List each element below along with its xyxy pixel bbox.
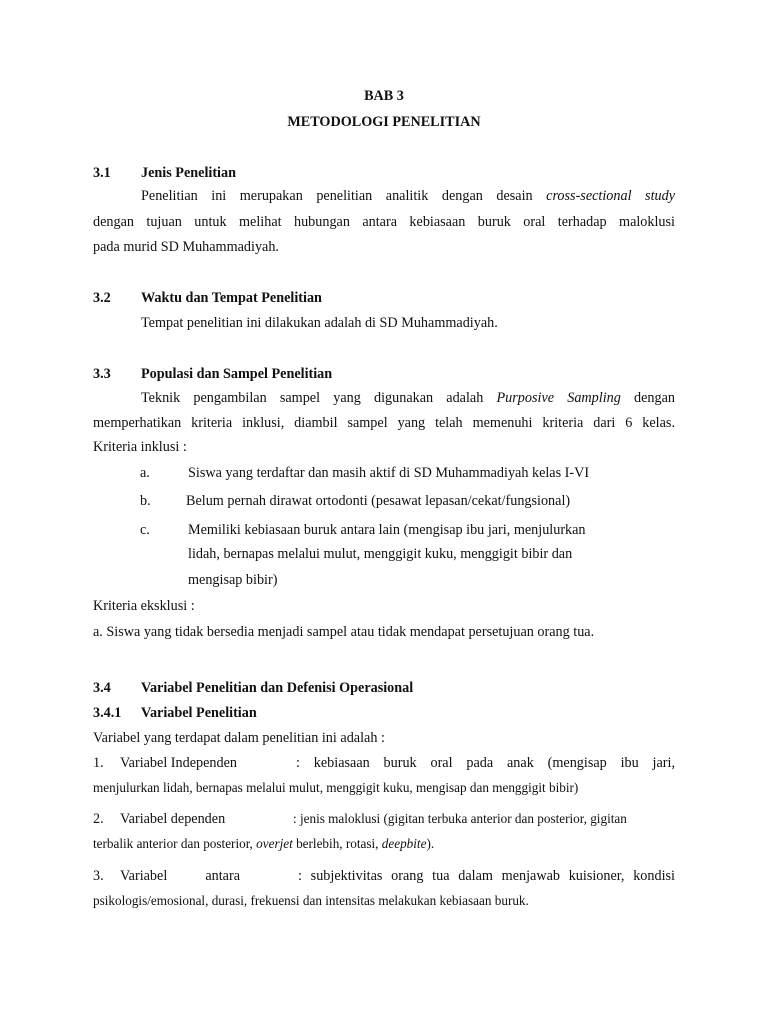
section-3-3-line-2: memperhatikan kriteria inklusi, diambil sampel yang telah memenuhi kriteria dari 6 kelas.	[93, 415, 675, 431]
section-3-4-number: 3.4	[93, 680, 111, 696]
emphasis-deepbite: deepbite	[381, 836, 427, 851]
inclusion-item-marker: c.	[140, 522, 150, 538]
inclusion-item-text: Siswa yang terdaftar dan masih aktif di SD Muhammadiyah kelas I-VI	[188, 465, 590, 481]
inclusion-item-text: Memiliki kebiasaan buruk antara lain (mengisap ibu jari, menjulurkan	[188, 522, 586, 538]
variables-intro: Variabel yang terdapat dalam penelitian ini adalah :	[93, 730, 385, 746]
chapter-number: BAB 3	[364, 88, 404, 104]
section-3-3-line-1: Teknik pengambilan sampel yang digunakan adalah Purposive Sampling dengan	[141, 390, 676, 406]
variable-1-description-cont: menjulurkan lidah, bernapas melalui mulut, menggigit kuku, mengisap dan menggigit bibir)	[93, 780, 579, 795]
section-3-4-title: Variabel Penelitian dan Defenisi Operasional	[141, 680, 414, 696]
inclusion-criteria-label: Kriteria inklusi :	[93, 439, 187, 455]
section-3-1-number: 3.1	[93, 165, 111, 181]
subsection-3-4-1-number: 3.4.1	[93, 705, 122, 721]
emphasis-cross-sectional: cross-sectional study	[546, 188, 675, 204]
section-3-1-line-3: pada murid SD Muhammadiyah.	[93, 239, 279, 255]
section-3-2-number: 3.2	[93, 290, 111, 306]
variable-2-name: Variabel dependen	[120, 811, 226, 827]
section-3-1-line-1: Penelitian ini merupakan penelitian analitik dengan desain cross-sectional study	[141, 188, 675, 204]
variable-3-description: : subjektivitas orang tua dalam menjawab kuisioner, kondisi	[298, 868, 675, 884]
variable-1-number: 1.	[93, 755, 104, 771]
exclusion-item: a. Siswa yang tidak bersedia menjadi sampel atau tidak mendapat persetujuan orang tua.	[93, 624, 595, 640]
section-3-1-title: Jenis Penelitian	[141, 165, 236, 181]
variable-3-description-cont: psikologis/emosional, durasi, frekuensi dan intensitas melakukan kebiasaan buruk.	[93, 893, 529, 908]
variable-1-description: : kebiasaan buruk oral pada anak (mengisap ibu jari,	[296, 755, 675, 771]
inclusion-item-text-cont: mengisap bibir)	[188, 572, 278, 588]
inclusion-item-text: Belum pernah dirawat ortodonti (pesawat lepasan/cekat/fungsional)	[186, 493, 571, 509]
emphasis-purposive-sampling: Purposive Sampling	[496, 390, 621, 406]
chapter-title: METODOLOGI PENELITIAN	[287, 114, 481, 130]
exclusion-criteria-label: Kriteria eksklusi :	[93, 598, 195, 614]
variable-2-description: : jenis maloklusi (gigitan terbuka anterior dan posterior, gigitan	[293, 811, 627, 826]
inclusion-item-marker: b.	[140, 493, 151, 509]
inclusion-item-marker: a.	[140, 465, 150, 481]
variable-2-description-cont: terbalik anterior dan posterior, overjet berlebih, rotasi, deepbite).	[93, 836, 435, 851]
variable-3-name: Variabel antara	[120, 868, 240, 884]
section-3-2-title: Waktu dan Tempat Penelitian	[141, 290, 322, 306]
section-3-1-line-2: dengan tujuan untuk melihat hubungan antara kebiasaan buruk oral terhadap maloklusi	[93, 214, 675, 230]
inclusion-item-text-cont: lidah, bernapas melalui mulut, menggigit kuku, menggigit bibir dan	[188, 546, 573, 562]
subsection-3-4-1-title: Variabel Penelitian	[141, 705, 257, 721]
section-3-2-line-1: Tempat penelitian ini dilakukan adalah di SD Muhammadiyah.	[141, 315, 498, 331]
variable-2-number: 2.	[93, 811, 104, 827]
variable-3-number: 3.	[93, 868, 104, 884]
section-3-3-title: Populasi dan Sampel Penelitian	[141, 366, 333, 382]
section-3-3-number: 3.3	[93, 366, 111, 382]
variable-1-name: Variabel Independen	[120, 755, 237, 771]
emphasis-overjet: overjet	[256, 836, 293, 851]
